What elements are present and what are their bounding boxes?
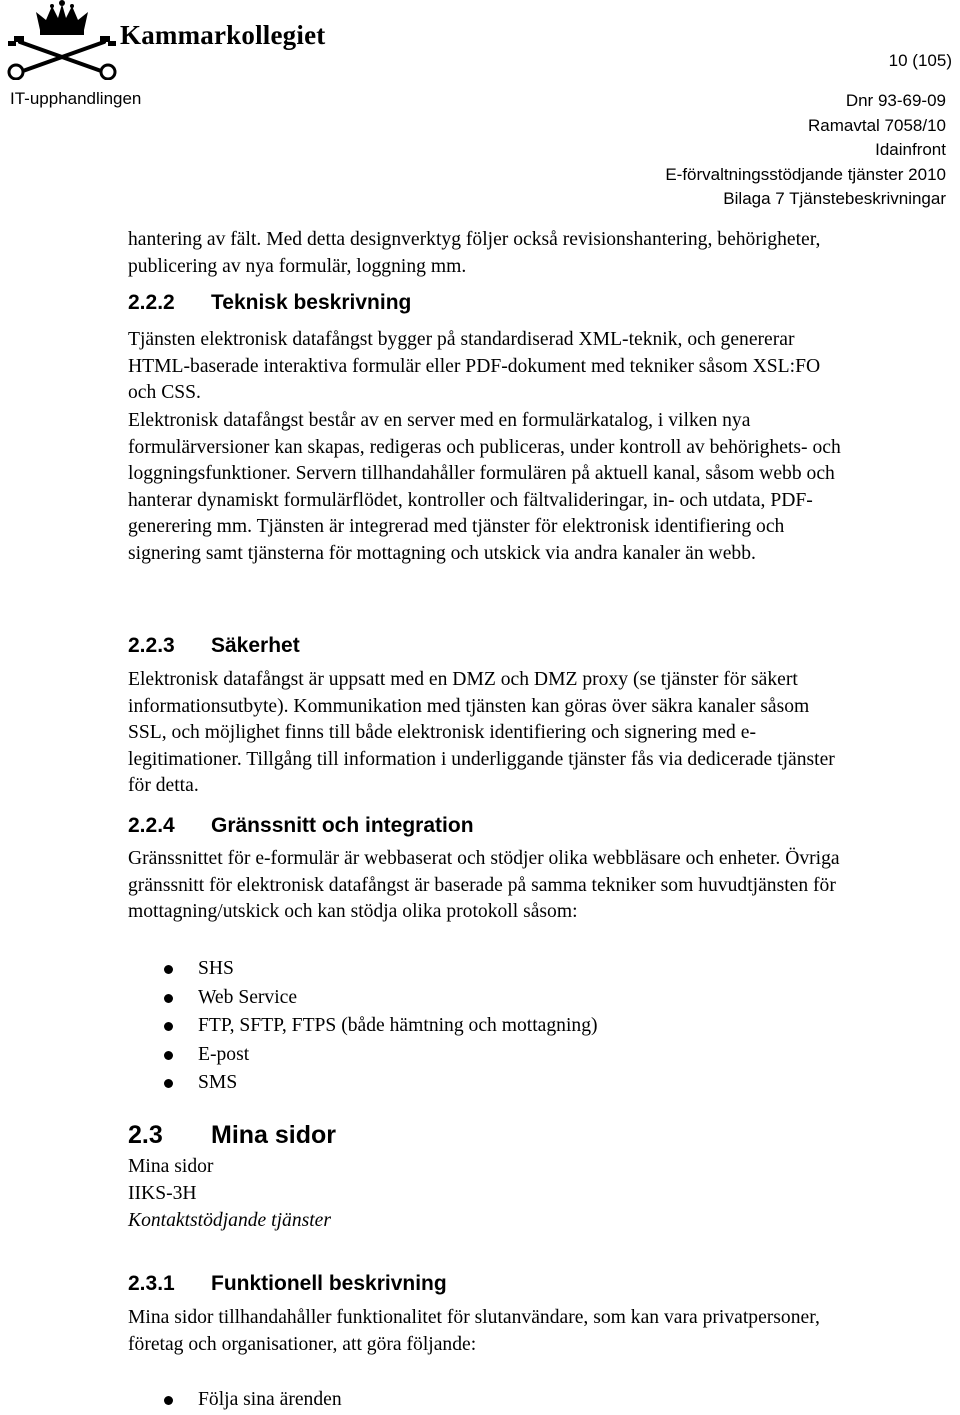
header-ref-line: Dnr 93-69-09: [845, 91, 946, 110]
section-heading-2-3: [128, 1121, 336, 1150]
list-item: Följa sina ärenden: [128, 1386, 848, 1415]
intro-paragraph: hantering av fält. Med detta designverktyg följer också revisionshantering, behörigheter, publicering av nya formulär, loggning mm.: [128, 229, 821, 277]
header-ref-line: E-förvaltningsstödjande tjänster 2010: [665, 164, 946, 184]
section-heading-2-2-3: [128, 634, 300, 658]
section-title: Teknisk beskrivning: [211, 291, 412, 314]
section-title: Gränssnitt och integration: [211, 814, 474, 837]
section-heading-2-2-2: [128, 291, 411, 315]
section-number: 2.3: [128, 1121, 163, 1149]
crown-crossed-keys-logo: [2, 0, 122, 80]
paragraph: Tjänsten elektronisk datafångst bygger på standardiserad XML-teknik, och genererar HTML-baserade interaktiva formulär eller PDF-dokument med tekniker såsom XSL:FO och CSS.: [128, 329, 821, 403]
paragraph: Gränssnittet för e-formulär är webbaserat och stödjer olika webbläsare och enheter. Övriga gränssnitt för elektronisk datafångst är baserade på samma tekniker som huvudtjänsten för mottagning/utskick och kan stödja olika protokoll såsom:: [128, 848, 840, 922]
list-item: E-post: [128, 1041, 848, 1070]
section-title: Säkerhet: [211, 634, 300, 657]
section-number: 2.3.1: [128, 1272, 175, 1295]
header-ref-line: Bilaga 7 Tjänstebeskrivningar: [723, 189, 946, 208]
list-item: SMS: [128, 1069, 848, 1098]
paragraph: Elektronisk datafångst består av en server med en formulärkatalog, i vilken nya formulärversioner kan skapas, redigeras och publiceras, under kontroll av behörighets- och loggningsfunktioner. Servern tillhandahåller formulären på aktuell kanal, såsom webb och hanterar dynamiskt formulärflödet, kontroller och fältvalideringar, in- och utdata, PDF-generering mm. Tjänsten är integrerad med tjänster för elektronisk identifiering och signering samt tjänsterna för mottagning och utskick via andra kanaler än webb.: [128, 410, 841, 564]
header-reference-block: [665, 89, 946, 212]
protocol-list: [128, 955, 848, 1098]
header-left-label: IT-upphandlingen: [10, 89, 142, 108]
section-number: 2.2.2: [128, 291, 175, 314]
list-item: FTP, SFTP, FTPS (både hämtning och mottagning): [128, 1012, 848, 1041]
list-item: SHS: [128, 955, 848, 984]
list-item: Web Service: [128, 984, 848, 1013]
paragraph: Elektronisk datafångst är uppsatt med en DMZ och DMZ proxy (se tjänster för säkert informationsutbyte). Kommunikation med tjänsten kan göras över säkra kanaler såsom SSL, och möjlighet finns till både elektronisk identifiering och signering med e-legitimationer. Tillgång till information i underliggande tjänster fås via dedicerade tjänster för detta.: [128, 669, 835, 796]
section-title: Funktionell beskrivning: [211, 1272, 447, 1295]
section-heading-2-2-4: [128, 814, 474, 838]
service-name: Mina sidor: [128, 1156, 214, 1177]
section-title: Mina sidor: [211, 1121, 337, 1149]
function-list: [128, 1386, 848, 1415]
header-ref-line: Ramavtal 7058/10: [808, 115, 946, 135]
brand-name: Kammarkollegiet: [120, 20, 326, 50]
service-code: IIKS-3H: [128, 1183, 197, 1204]
section-heading-2-3-1: [128, 1272, 447, 1296]
paragraph: Mina sidor tillhandahåller funktionalitet för slutanvändare, som kan vara privatpersoner, företag och organisationer, att göra följande:: [128, 1307, 820, 1355]
page-number: 10 (105): [888, 51, 952, 70]
section-number: 2.2.4: [128, 814, 175, 837]
section-number: 2.2.3: [128, 634, 175, 657]
service-category: Kontaktstödjande tjänster: [128, 1210, 332, 1231]
header-ref-line: Idainfront: [875, 140, 946, 159]
